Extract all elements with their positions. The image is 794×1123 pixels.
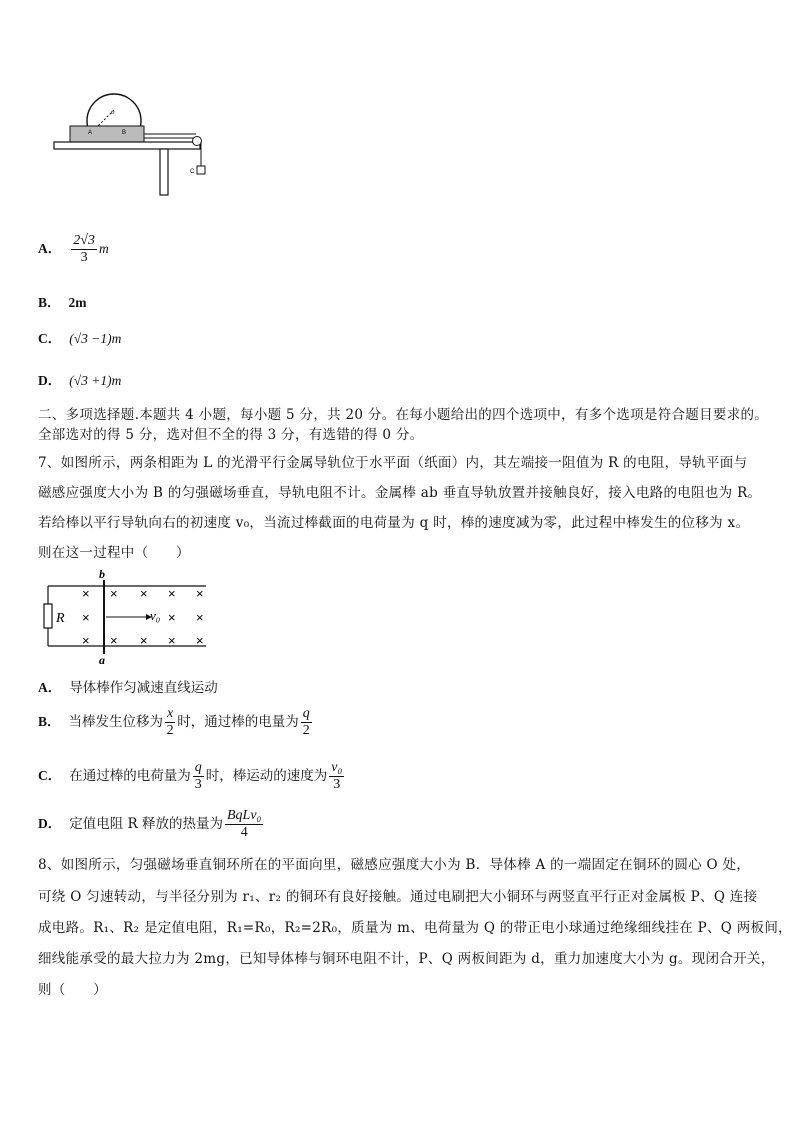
svg-text:×: × xyxy=(110,586,118,601)
section2-line2: 全部选对的得 5 分，选对但不全的得 3 分，有选错的得 0 分。 xyxy=(38,427,424,443)
svg-text:×: × xyxy=(140,633,148,648)
q7-line4: 则在这一过程中（ ） xyxy=(38,545,190,561)
label-a: A xyxy=(88,130,93,136)
q7-line3: 若给棒以平行导轨向右的初速度 v₀，当流过棒截面的电荷量为 q 时，棒的速度减为零，此过程中棒发生的位移为 x。 xyxy=(38,515,750,531)
q7-option-c: C． 在通过棒的电荷量为 $\frac{q}{3}$ 时，棒运动的速度为 $\frac{\text{v₀}}{3}$ xyxy=(38,760,343,792)
q7-line1: 7、如图所示，两条相距为 L 的光滑平行金属导轨位于水平面（纸面）内，其左端接一阻值为 R 的电阻，导轨平面与 xyxy=(38,455,748,471)
option-a-label: A． xyxy=(38,241,62,256)
q6-option-d: D． (√3 +1)m xyxy=(38,373,122,388)
label-v0: v₀ xyxy=(150,608,161,623)
pulley-figure xyxy=(50,88,220,200)
option-d-fraction: $\frac{\text{BqLv₀}}{4}$ xyxy=(227,808,262,840)
label-R: R xyxy=(56,611,65,626)
q6-option-a: A． $\frac{2√3}{3}$ m xyxy=(38,233,109,265)
section2-line1: 二、多项选择题.本题共 4 小题，每小题 5 分，共 20 分。在每小题给出的四个选项中，有多个选项是符合题目要求的。 xyxy=(38,407,769,423)
option-b-fraction-q: $\frac{q}{2}$ xyxy=(302,706,310,738)
svg-text:×: × xyxy=(110,633,118,648)
q7-option-a: A． 导体棒作匀减速直线运动 xyxy=(38,680,218,696)
q8-line3: 成电路。R₁、R₂ 是定值电阻，R₁=R₀，R₂=2R₀，质量为 m、电荷量为 Q 的带正电小球通过绝缘细线挂在 P、Q 两板间， xyxy=(38,920,792,936)
q7-line2: 磁感应强度大小为 B 的匀强磁场垂直，导轨电阻不计。金属棒 ab 垂直导轨放置并接触良好，接入电路的电阻也为 R。 xyxy=(38,485,762,501)
q8-line5: 则（ ） xyxy=(38,982,107,998)
q8-line2: 可绕 O 匀速转动，与半径分别为 r₁、r₂ 的铜环有良好接触。通过电刷把大小铜环与两竖直平行正对金属板 P、Q 连接 xyxy=(38,889,758,905)
q6-option-b: B． 2m xyxy=(38,295,87,310)
svg-text:×: × xyxy=(196,586,204,601)
svg-text:×: × xyxy=(196,610,204,625)
svg-text:×: × xyxy=(168,610,176,625)
q8-line1: 8、如图所示，匀强磁场垂直铜环所在的平面向里，磁感应强度大小为 B．导体棒 A 的一端固定在铜环的圆心 O 处， xyxy=(38,857,751,873)
option-a-fraction: $\frac{2√3}{3}$ xyxy=(73,233,95,265)
label-b-rod: b xyxy=(99,567,105,581)
svg-text:×: × xyxy=(196,633,204,648)
option-c-fraction-q: $\frac{q}{3}$ xyxy=(194,760,202,792)
q8-line4: 细线能承受的最大拉力为 2mg，已知导体棒与铜环电阻不计，P、Q 两板间距为 d，重力加速度大小为 g。现闭合开关， xyxy=(38,951,775,967)
svg-text:×: × xyxy=(168,633,176,648)
rail-circuit-figure xyxy=(38,566,213,666)
svg-text:×: × xyxy=(140,586,148,601)
label-a-rod: a xyxy=(99,653,105,666)
q7-option-b: B． 当棒发生位移为 $\frac{x}{2}$ 时，通过棒的电量为 $\frac{q}{2}$ xyxy=(38,706,310,738)
svg-text:×: × xyxy=(82,586,90,601)
svg-text:×: × xyxy=(82,610,90,625)
q6-option-c: C． (√3 −1)m xyxy=(38,331,122,346)
option-c-fraction-v: $\frac{\text{v₀}}{3}$ xyxy=(331,760,343,792)
svg-text:×: × xyxy=(82,633,90,648)
q7-option-d: D． 定值电阻 R 释放的热量为 $\frac{\text{BqLv₀}}{4}$ xyxy=(38,808,262,840)
label-o: o xyxy=(111,108,115,116)
option-b-fraction-x: $\frac{x}{2}$ xyxy=(166,706,174,738)
label-c: C xyxy=(190,169,195,175)
label-b: B xyxy=(122,130,127,136)
svg-text:×: × xyxy=(168,586,176,601)
